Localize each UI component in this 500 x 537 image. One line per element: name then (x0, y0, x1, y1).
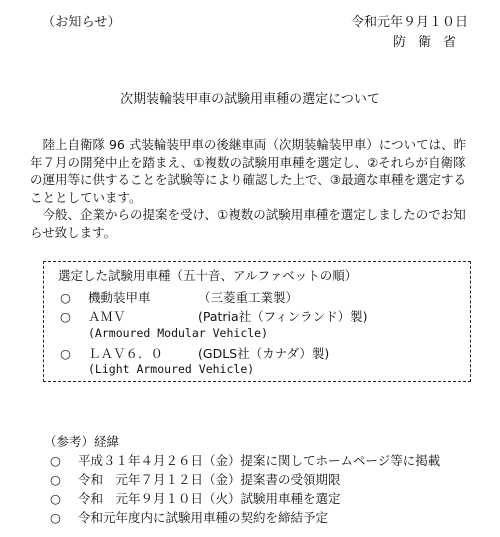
reference-text: 令和 元年９月１０日（火）試験用車種を選定 (78, 491, 341, 506)
reference-item (50, 508, 328, 526)
vehicle-name: ＬＡＶ６．０ (88, 346, 164, 361)
vehicle-full-name: (Armoured Modular Vehicle) (88, 326, 269, 340)
vehicle-maker: (GDLS社（カナダ）製) (198, 346, 330, 361)
selection-item (60, 288, 298, 306)
circle-bullet-icon: ○ (50, 453, 61, 468)
reference-text: 平成３１年４月２６日（金）提案に関してホームページ等に掲載 (78, 453, 441, 468)
document-title: 次期装輪装甲車の試験用車種の選定について (120, 92, 380, 107)
circle-bullet-icon: ○ (60, 309, 71, 324)
reference-item (50, 451, 440, 469)
selection-box (43, 261, 471, 382)
reference-text: 令和 元年７月１２日（金）提案書の受領期限 (78, 472, 341, 487)
body-text (30, 136, 475, 241)
circle-bullet-icon: ○ (50, 472, 61, 487)
vehicle-maker: （三菱重工業製） (198, 290, 299, 305)
paragraph-announcement: 今般、企業からの提案を受け、①複数の試験用車種を選定しましたのでお知らせ致します。 (30, 207, 466, 240)
vehicle-name: 機動装甲車 (88, 290, 151, 305)
vehicle-name: ＡＭＶ (88, 309, 126, 324)
reference-item (50, 470, 341, 488)
document-date: 令和元年９月１０日 (350, 15, 468, 30)
reference-text: 令和元年度内に試験用車種の契約を締結予定 (78, 510, 329, 525)
vehicle-maker: (Patria社（フィンランド）製) (198, 309, 368, 324)
selection-item (60, 307, 368, 325)
circle-bullet-icon: ○ (50, 491, 61, 506)
reference-heading: （参考）経緯 (44, 434, 120, 449)
reference-item (50, 489, 341, 507)
vehicle-full-name: (Light Armoured Vehicle) (88, 362, 255, 376)
circle-bullet-icon: ○ (60, 346, 71, 361)
notice-label: （お知らせ） (42, 15, 121, 30)
circle-bullet-icon: ○ (60, 290, 71, 305)
circle-bullet-icon: ○ (50, 510, 61, 525)
issuing-ministry: 防衛省 (392, 35, 468, 50)
paragraph-background: 陸上自衛隊 96 式装輪装甲車の後継車両（次期装輪装甲車）については、昨年７月の開発中止を踏まえ、①複数の試験用車種を選定し、②それらが自衛隊の運用等に供することを試験等により確認した上で、③最適な車種を選定することとしています。 (30, 137, 467, 205)
selection-item (60, 344, 329, 362)
selection-heading: 選定した試験用車種（五十音、アルファベットの順） (58, 268, 358, 283)
